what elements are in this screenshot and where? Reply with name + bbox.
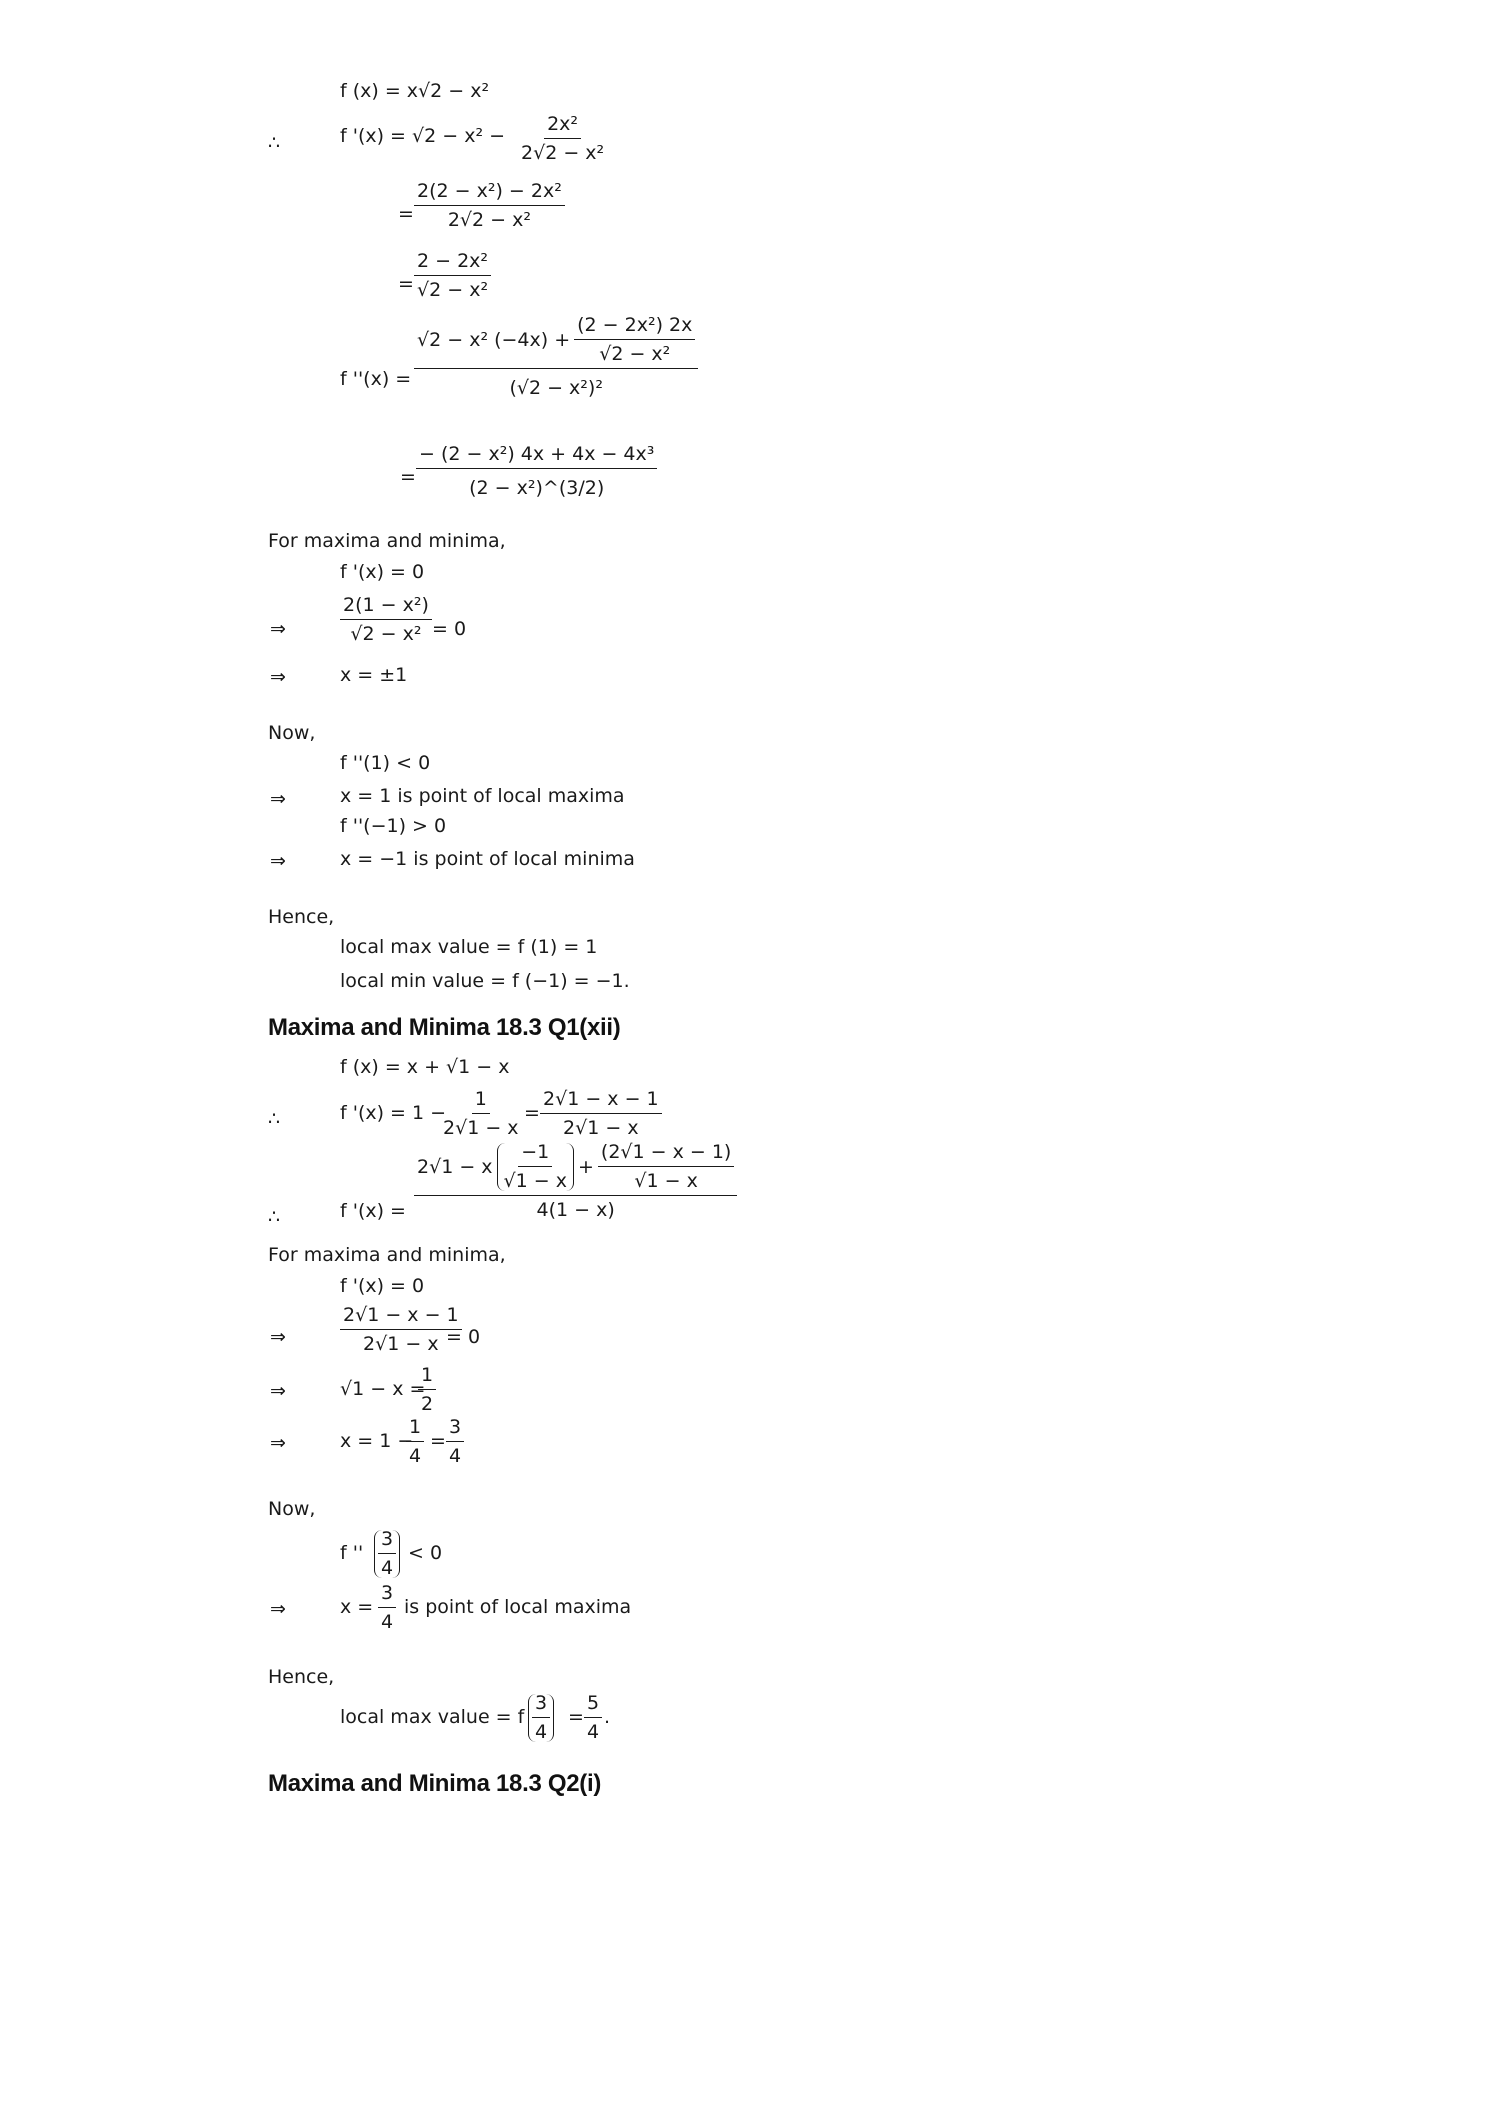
numerator	[414, 1143, 737, 1196]
math-line: is point of local maxima	[404, 1596, 632, 1618]
fraction	[414, 316, 698, 398]
fraction	[446, 1418, 464, 1466]
denominator: 4	[449, 1445, 462, 1467]
therefore-symbol: ∴	[268, 1108, 281, 1130]
numerator: 5	[584, 1694, 602, 1718]
numerator: 2x²	[544, 115, 581, 139]
numerator	[414, 316, 698, 369]
fraction	[418, 1366, 436, 1414]
math-line: local max value = f	[340, 1706, 525, 1728]
numerator: − (2 − x²) 4x + 4x − 4x³	[416, 445, 657, 469]
body-text: For maxima and minima,	[268, 1244, 506, 1266]
denominator: 2√1 − x	[563, 1117, 639, 1139]
numerator: 1	[406, 1418, 424, 1442]
equals-sign: =	[398, 203, 414, 225]
fraction	[378, 1584, 396, 1632]
implies-symbol: ⇒	[270, 1598, 286, 1620]
math-line: f '(x) = 0	[340, 1275, 425, 1297]
nested-fraction	[598, 1143, 734, 1191]
denominator: 2	[421, 1393, 434, 1415]
fraction	[416, 445, 657, 498]
math-line: √1 − x =	[340, 1378, 426, 1400]
math-line: f ''(−1) > 0	[340, 815, 447, 837]
numerator: (2√1 − x − 1)	[598, 1143, 734, 1167]
numerator: 3	[446, 1418, 464, 1442]
fraction	[540, 1090, 662, 1138]
equals-sign: =	[524, 1102, 540, 1124]
numerator: −1	[518, 1143, 552, 1167]
numerator: 1	[418, 1366, 436, 1390]
numerator: 2(2 − x²) − 2x²	[414, 182, 565, 206]
fraction	[340, 596, 432, 644]
math-line: < 0	[408, 1542, 443, 1564]
body-text: Now,	[268, 722, 316, 744]
denominator: 4	[381, 1557, 394, 1579]
math-line: f ''(x) =	[340, 368, 412, 390]
math-line: = 0	[432, 618, 467, 640]
numerator: 1	[472, 1090, 490, 1114]
fraction	[406, 1418, 424, 1466]
period: .	[604, 1706, 611, 1728]
numerator: (2 − 2x²) 2x	[574, 316, 695, 340]
denominator: 2√2 − x²	[521, 142, 605, 164]
denominator: 2√1 − x	[443, 1117, 519, 1139]
equals-sign: =	[398, 273, 414, 295]
denominator: √2 − x²	[417, 279, 489, 301]
fraction	[340, 1306, 462, 1354]
plus-sign: +	[577, 1155, 594, 1178]
math-line: local max value = f (1) = 1	[340, 936, 598, 958]
numerator: 3	[378, 1584, 396, 1608]
math-line: f ''	[340, 1542, 364, 1564]
section-heading: Maxima and Minima 18.3 Q1(xii)	[268, 1014, 621, 1041]
fraction	[584, 1694, 602, 1742]
implies-symbol: ⇒	[270, 666, 286, 688]
denominator: √2 − x²	[599, 343, 671, 365]
denominator: (√2 − x²)²	[509, 377, 603, 399]
fraction	[414, 182, 565, 230]
numerator: 3	[378, 1530, 396, 1554]
math-line: f (x) = x√2 − x²	[340, 80, 490, 102]
body-text: Now,	[268, 1498, 316, 1520]
denominator: 4	[587, 1721, 600, 1743]
section-heading: Maxima and Minima 18.3 Q2(i)	[268, 1770, 602, 1797]
body-text: Hence,	[268, 1666, 335, 1688]
implies-symbol: ⇒	[270, 788, 286, 810]
denominator: √1 − x	[634, 1170, 698, 1192]
denominator: (2 − x²)^(3/2)	[469, 477, 605, 499]
body-text: For maxima and minima,	[268, 530, 506, 552]
math-line: x = ±1	[340, 664, 408, 686]
denominator: 4	[409, 1445, 422, 1467]
math-line: f ''(1) < 0	[340, 752, 431, 774]
implies-symbol: ⇒	[270, 1432, 286, 1454]
nested-fraction	[574, 316, 695, 364]
therefore-symbol: ∴	[268, 132, 281, 154]
numerator: 2√1 − x − 1	[340, 1306, 462, 1330]
numerator: 3	[532, 1694, 550, 1718]
denominator: √2 − x²	[350, 623, 422, 645]
math-line: x =	[340, 1596, 374, 1618]
math-line: f '(x) = 0	[340, 561, 425, 583]
fraction	[528, 1694, 554, 1742]
term: √2 − x² (−4x) +	[417, 328, 571, 351]
math-line: local min value = f (−1) = −1.	[340, 970, 630, 992]
nested-fraction	[497, 1143, 574, 1191]
implies-symbol: ⇒	[270, 1380, 286, 1402]
implies-symbol: ⇒	[270, 850, 286, 872]
body-text: Hence,	[268, 906, 335, 928]
denominator: 2√1 − x	[363, 1333, 439, 1355]
implies-symbol: ⇒	[270, 1326, 286, 1348]
equals-sign: =	[400, 466, 416, 488]
fraction	[440, 1090, 522, 1138]
denominator: 2√2 − x²	[447, 209, 531, 231]
denominator: √1 − x	[503, 1170, 567, 1192]
implies-symbol: ⇒	[270, 618, 286, 640]
fraction	[414, 252, 491, 300]
math-line: x = 1 −	[340, 1430, 414, 1452]
denominator: 4	[535, 1721, 548, 1743]
term: 2√1 − x	[417, 1155, 493, 1178]
fraction	[374, 1530, 400, 1578]
fraction	[414, 1143, 737, 1220]
math-line: f '(x) =	[340, 1200, 406, 1222]
fraction	[518, 115, 607, 163]
equals-sign: =	[568, 1706, 584, 1728]
math-line: f '(x) = √2 − x² −	[340, 125, 506, 147]
math-line: = 0	[446, 1326, 481, 1348]
equals-sign: =	[430, 1430, 446, 1452]
numerator: 2√1 − x − 1	[540, 1090, 662, 1114]
math-line: f '(x) = 1 −	[340, 1102, 447, 1124]
math-line: x = 1 is point of local maxima	[340, 785, 625, 807]
numerator: 2(1 − x²)	[340, 596, 432, 620]
numerator: 2 − 2x²	[414, 252, 491, 276]
math-line: x = −1 is point of local minima	[340, 848, 635, 870]
therefore-symbol: ∴	[268, 1206, 281, 1228]
math-line: f (x) = x + √1 − x	[340, 1056, 510, 1078]
denominator: 4(1 − x)	[536, 1199, 615, 1221]
denominator: 4	[381, 1611, 394, 1633]
